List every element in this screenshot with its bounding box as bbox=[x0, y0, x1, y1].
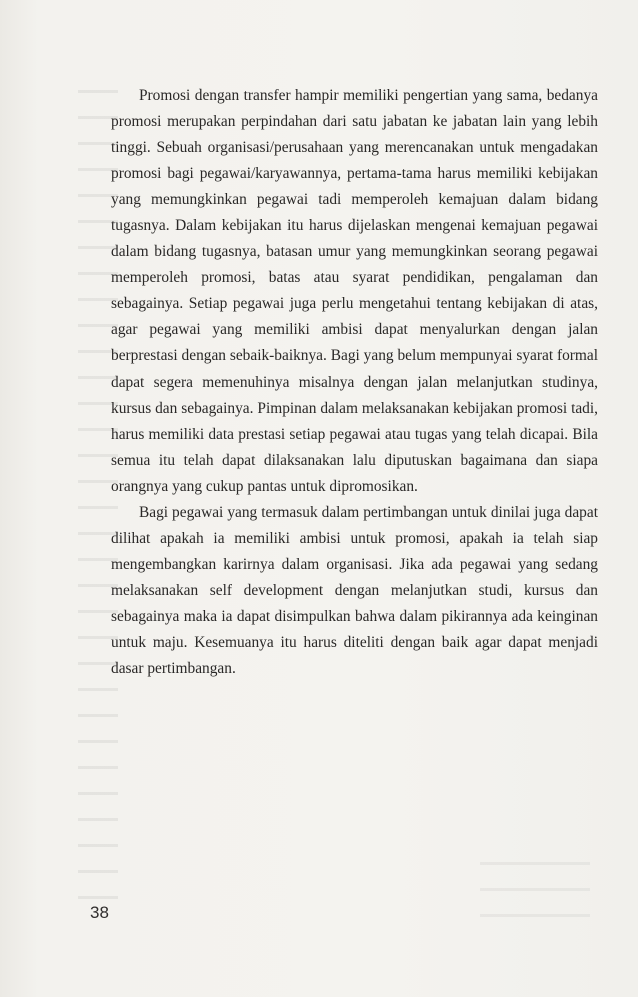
paragraph-1: Promosi dengan transfer hampir memiliki pengertian yang sama, bedanya promosi merupakan perpindahan dari satu jabatan ke jabatan lain yang lebih tinggi. Sebuah organisasi/perusahaan yang merencanakan untuk mengadakan promosi bagi pegawai/karyawannya, pertama-tama harus memiliki kebijakan yang memungkinkan pegawai tadi memperoleh kemajuan dalam bidang tugasnya. Dalam kebijakan itu harus dijelaskan mengenai kemajuan pegawai dalam bidang tugasnya, batasan umur yang memungkinkan seorang pegawai memperoleh promosi, batas atau syarat pendidikan, pengalaman dan sebagainya. Setiap pegawai juga perlu mengetahui tentang kebijakan di atas, agar pegawai yang memiliki ambisi dapat menyalurkan dengan jalan berprestasi dengan sebaik-baiknya. Bagi yang belum mempunyai syarat formal dapat segera memenuhinya misalnya dengan jalan melanjutkan studinya, kursus dan sebagainya. Pimpinan dalam melaksanakan kebijakan promosi tadi, harus memiliki data prestasi setiap pegawai atau tugas yang telah dicapai. Bila semua itu telah dapat dilaksanakan lalu diputuskan bagaimana dan siapa orangnya yang cukup pantas untuk dipromosikan. bbox=[111, 87, 598, 495]
body-text bbox=[111, 83, 598, 682]
bleed-through-text-right bbox=[480, 862, 590, 922]
paragraph-2: Bagi pegawai yang termasuk dalam pertimbangan untuk dinilai juga dapat dilihat apakah ia memiliki ambisi untuk promosi, apakah ia telah siap mengembangkan karirnya dalam organisasi. Jika ada pegawai yang sedang melaksanakan self development dengan melanjutkan studi, kursus dan sebagainya maka ia dapat disimpulkan bahwa dalam pikirannya ada keinginan untuk maju. Kesemuanya itu harus diteliti dengan baik agar dapat menjadi dasar pertimbangan. bbox=[111, 503, 598, 678]
page-number: 38 bbox=[90, 903, 109, 922]
